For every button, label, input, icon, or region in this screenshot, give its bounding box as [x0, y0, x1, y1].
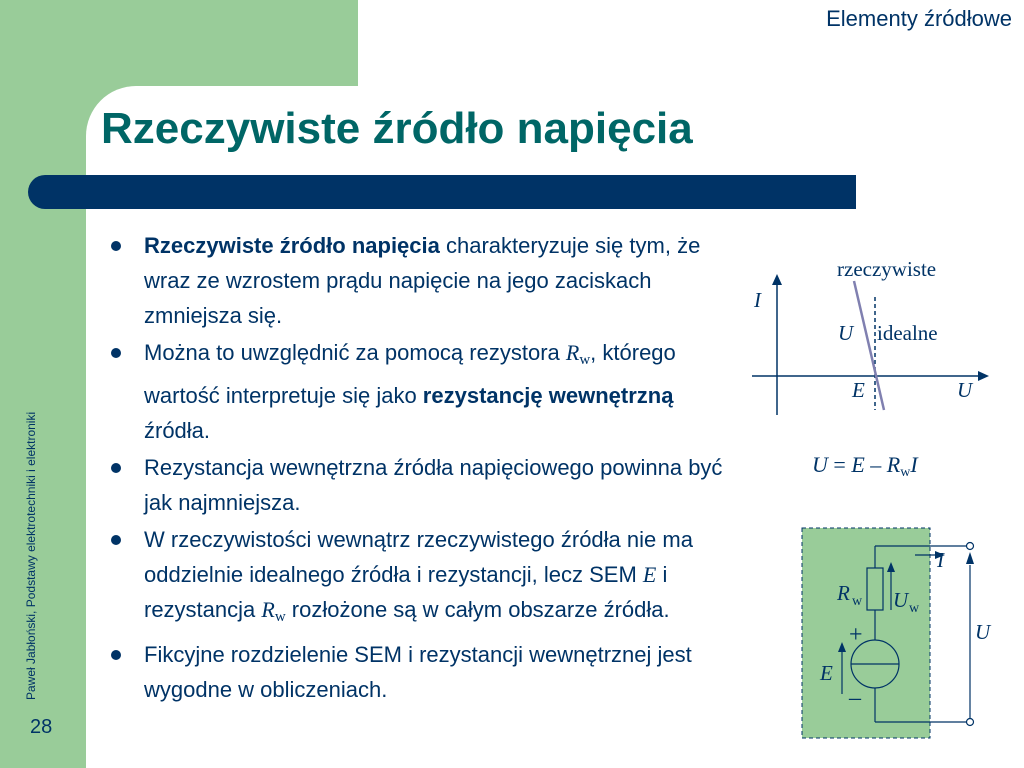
formula-sub: w: [900, 465, 911, 480]
symbol-r: R: [565, 340, 580, 365]
bullet-item: [108, 335, 733, 448]
u-axis-arrow: [978, 371, 989, 381]
formula-eq: =: [827, 452, 852, 477]
bullet-text: rozłożone są w całym obszarze źródła.: [285, 597, 670, 622]
label-rw-sub: w: [852, 594, 863, 609]
formula-i: I: [910, 452, 918, 477]
green-sidebar: [0, 0, 86, 768]
green-top-band: [86, 0, 358, 86]
label-e: E: [852, 378, 865, 402]
i-axis-arrow: [772, 274, 782, 285]
bullet-text: Można to uwzględnić za pomocą rezystora: [144, 340, 566, 365]
bullet-text: Fikcyjne rozdzielenie SEM i rezystancji wewnętrznej jest wygodne w obliczeniach.: [144, 642, 692, 702]
title-underline-bar: [28, 175, 856, 209]
label-uw-sub: w: [909, 601, 920, 616]
bullet-item: [108, 522, 733, 635]
symbol-e: E: [642, 562, 657, 587]
label-axis-i: I: [754, 288, 761, 312]
bullet-text: W rzeczywistości wewnątrz rzeczywistego źródła nie ma oddzielnie idealnego źródła i rezystancji, lecz SEM: [144, 527, 693, 587]
bullet-bold: rezystancję wewnętrzną: [422, 383, 674, 408]
bullet-text: charakteryzuje się tym, że wraz ze wzrostem prądu napięcie na jego zaciskach zmniejsza się.: [144, 233, 701, 328]
section-title: Elementy źródłowe: [826, 6, 1012, 31]
plus-sign: +: [849, 622, 863, 648]
label-rw: R: [837, 581, 850, 605]
formula-e: E: [851, 452, 865, 477]
terminal-bottom: [967, 719, 974, 726]
bullet-item: [108, 228, 733, 333]
formula-r: R: [886, 452, 901, 477]
formula-u: U: [812, 452, 828, 477]
circuit-diagram: [795, 522, 1020, 742]
label-ideal: idealne: [877, 321, 938, 345]
author-course-label: Paweł Jabłoński, Podstawy elektrotechniki i elektroniki: [24, 411, 38, 700]
label-e: E: [820, 661, 833, 685]
label-uw: U: [893, 588, 909, 612]
symbol-sub: w: [274, 609, 286, 625]
label-axis-u: U: [957, 378, 973, 402]
label-real: rzeczywiste: [837, 257, 937, 281]
bullet-bold: Rzeczywiste źródło napięcia: [144, 233, 440, 258]
source-box: [802, 528, 930, 738]
label-i: I: [937, 548, 944, 572]
page-number: 28: [30, 716, 53, 738]
bullet-text: , którego wartość interpretuje się jako: [144, 340, 676, 408]
symbol-r: R: [261, 597, 275, 622]
bullet-text: Rezystancja wewnętrzna źródła napięciowego powinna być jak najmniejsza.: [144, 455, 723, 515]
label-u: U: [838, 321, 854, 345]
formula-minus: –: [864, 452, 887, 477]
symbol-sub: w: [579, 352, 591, 368]
terminal-top: [967, 543, 974, 550]
formula: [812, 452, 918, 481]
bullet-item: [108, 450, 733, 520]
iu-characteristic-graph: [740, 255, 990, 425]
bullet-list: [108, 228, 733, 709]
resistor-rw: [867, 568, 883, 610]
slide-title: Rzeczywiste źródło napięcia: [101, 104, 693, 153]
u-arrow-head: [966, 552, 974, 564]
bullet-item: [108, 637, 733, 707]
bullet-text: źródła.: [144, 418, 211, 443]
label-u: U: [975, 620, 991, 644]
bullet-text: i rezystancja: [144, 562, 668, 622]
minus-sign: –: [849, 685, 861, 711]
